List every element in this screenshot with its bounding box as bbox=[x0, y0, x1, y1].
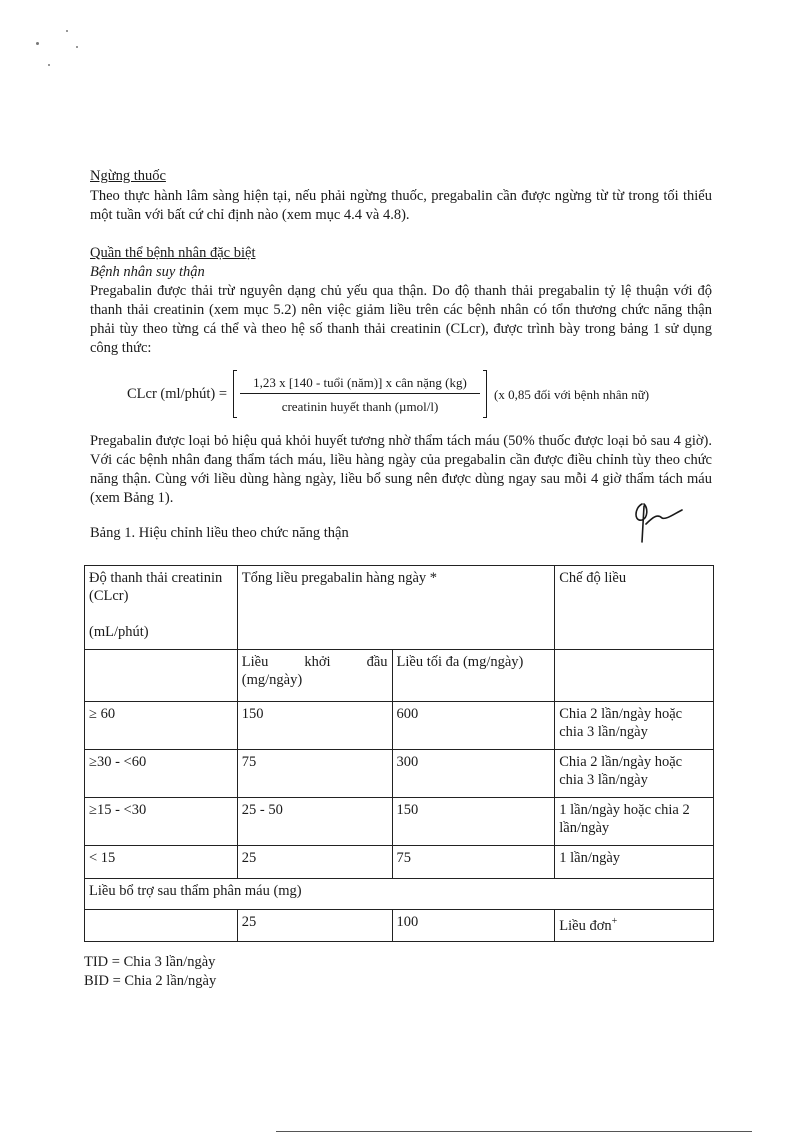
table-row bbox=[85, 798, 714, 846]
header-clcr-abbrev: (CLcr) bbox=[89, 588, 129, 604]
scan-speck bbox=[48, 64, 50, 66]
table-header-row bbox=[85, 566, 714, 650]
cell-supplement-regimen bbox=[555, 910, 714, 942]
subheader-max-dose: Liều tối đa (mg/ngày) bbox=[392, 650, 555, 702]
cell-clcr: ≥ 60 bbox=[85, 702, 238, 750]
cell-start-dose: 75 bbox=[237, 750, 392, 798]
subheader-empty-regimen bbox=[555, 650, 714, 702]
table-supplement-header-row bbox=[85, 879, 714, 910]
cell-regimen: 1 lần/ngày hoặc chia 2 lần/ngày bbox=[555, 798, 714, 846]
subheader-empty bbox=[85, 650, 238, 702]
cell-supplement-label: Liều bổ trợ sau thẩm phân máu (mg) bbox=[85, 879, 714, 910]
supplement-regimen-mark: + bbox=[611, 916, 618, 927]
formula-fraction-bar bbox=[240, 393, 480, 394]
table-row bbox=[85, 702, 714, 750]
dose-adjustment-table bbox=[84, 565, 714, 942]
subsection-title-renal: Bệnh nhân suy thận bbox=[90, 264, 205, 280]
footnote-bid: BID = Chia 2 lần/ngày bbox=[84, 973, 217, 989]
table-caption: Bảng 1. Hiệu chỉnh liều theo chức năng thận bbox=[90, 525, 349, 541]
cell-supplement-start: 25 bbox=[237, 910, 392, 942]
table-row bbox=[85, 910, 714, 942]
cell-clcr: ≥30 - <60 bbox=[85, 750, 238, 798]
footnote-tid: TID = Chia 3 lần/ngày bbox=[84, 954, 216, 970]
cell-supplement-max: 100 bbox=[392, 910, 555, 942]
header-regimen: Chế độ liều bbox=[555, 566, 714, 650]
renal-paragraph: Pregabalin được thải trừ nguyên dạng chủ yếu qua thận. Do độ thanh thải pregabalin tỷ lệ thuận với độ thanh thải creatinin (xem mục 5.2) nên việc giảm liều trên các bệnh nhân có tổn thương chức năng thận phải tùy theo từng cá thể và theo hệ số thanh thải creatinin (CLcr), được trình bày trong bảng 1 sử dụng công thức: bbox=[90, 283, 712, 356]
cell-regimen: 1 lần/ngày bbox=[555, 846, 714, 879]
header-total-daily-dose: Tổng liều pregabalin hàng ngày * bbox=[237, 566, 555, 650]
header-clcr-label: Độ thanh thải creatinin bbox=[89, 570, 223, 586]
header-clcr-unit: (mL/phút) bbox=[89, 624, 149, 640]
subheader-start-unit: (mg/ngày) bbox=[241, 672, 303, 688]
table-subheader-row bbox=[85, 650, 714, 702]
formula-right-bracket bbox=[483, 370, 487, 418]
subheader-start-word-1: Liều bbox=[241, 654, 269, 670]
cell-max-dose: 150 bbox=[392, 798, 555, 846]
table-row bbox=[85, 846, 714, 879]
scan-speck bbox=[36, 42, 39, 45]
subheader-starting-dose bbox=[237, 650, 392, 702]
clcr-formula bbox=[127, 370, 687, 418]
header-clcr bbox=[85, 566, 238, 650]
formula-female-factor: (x 0,85 đối với bệnh nhân nữ) bbox=[494, 387, 650, 402]
cell-max-dose: 75 bbox=[392, 846, 555, 879]
subheader-start-word-2: khởi bbox=[304, 654, 331, 670]
formula-numerator: 1,23 x [140 - tuổi (năm)] x cân nặng (kg) bbox=[253, 375, 467, 390]
discontinuation-paragraph: Theo thực hành lâm sàng hiện tại, nếu phải ngừng thuốc, pregabalin cần được ngừng từ từ trong tối thiểu một tuần với bất cứ chỉ định nào (xem mục 4.4 và 4.8). bbox=[90, 188, 712, 223]
formula-denominator: creatinin huyết thanh (µmol/l) bbox=[281, 399, 439, 414]
formula-lhs: CLcr (ml/phút) = bbox=[127, 386, 227, 402]
cell-supplement-empty bbox=[85, 910, 238, 942]
supplement-regimen-text: Liều đơn bbox=[559, 917, 612, 934]
scan-speck bbox=[76, 46, 78, 48]
handwritten-initial bbox=[628, 498, 690, 546]
cell-clcr: < 15 bbox=[85, 846, 238, 879]
bottom-rule bbox=[276, 1131, 752, 1132]
cell-max-dose: 600 bbox=[392, 702, 555, 750]
cell-regimen: Chia 2 lần/ngày hoặc chia 3 lần/ngày bbox=[555, 750, 714, 798]
dialysis-paragraph: Pregabalin được loại bỏ hiệu quả khỏi huyết tương nhờ thẩm tách máu (50% thuốc được loại bỏ sau 4 giờ). Với các bệnh nhân đang thẩm tách máu, liều hàng ngày của pregabalin cần được điều chỉnh tùy theo chức năng thận. Cùng với liều dùng hàng ngày, liều bổ sung nên được dùng ngay sau mỗi 4 giờ thẩm tách máu (xem Bảng 1). bbox=[90, 433, 712, 506]
cell-start-dose: 25 - 50 bbox=[237, 798, 392, 846]
cell-clcr: ≥15 - <30 bbox=[85, 798, 238, 846]
cell-regimen: Chia 2 lần/ngày hoặc chia 3 lần/ngày bbox=[555, 702, 714, 750]
cell-start-dose: 25 bbox=[237, 846, 392, 879]
section-title-special-populations: Quần thể bệnh nhân đặc biệt bbox=[90, 245, 256, 261]
formula-left-bracket bbox=[233, 370, 237, 418]
section-title-discontinuation: Ngừng thuốc bbox=[90, 168, 166, 184]
table-row bbox=[85, 750, 714, 798]
cell-start-dose: 150 bbox=[237, 702, 392, 750]
subheader-start-word-3: đầu bbox=[366, 654, 388, 670]
scan-speck bbox=[66, 30, 68, 32]
cell-max-dose: 300 bbox=[392, 750, 555, 798]
